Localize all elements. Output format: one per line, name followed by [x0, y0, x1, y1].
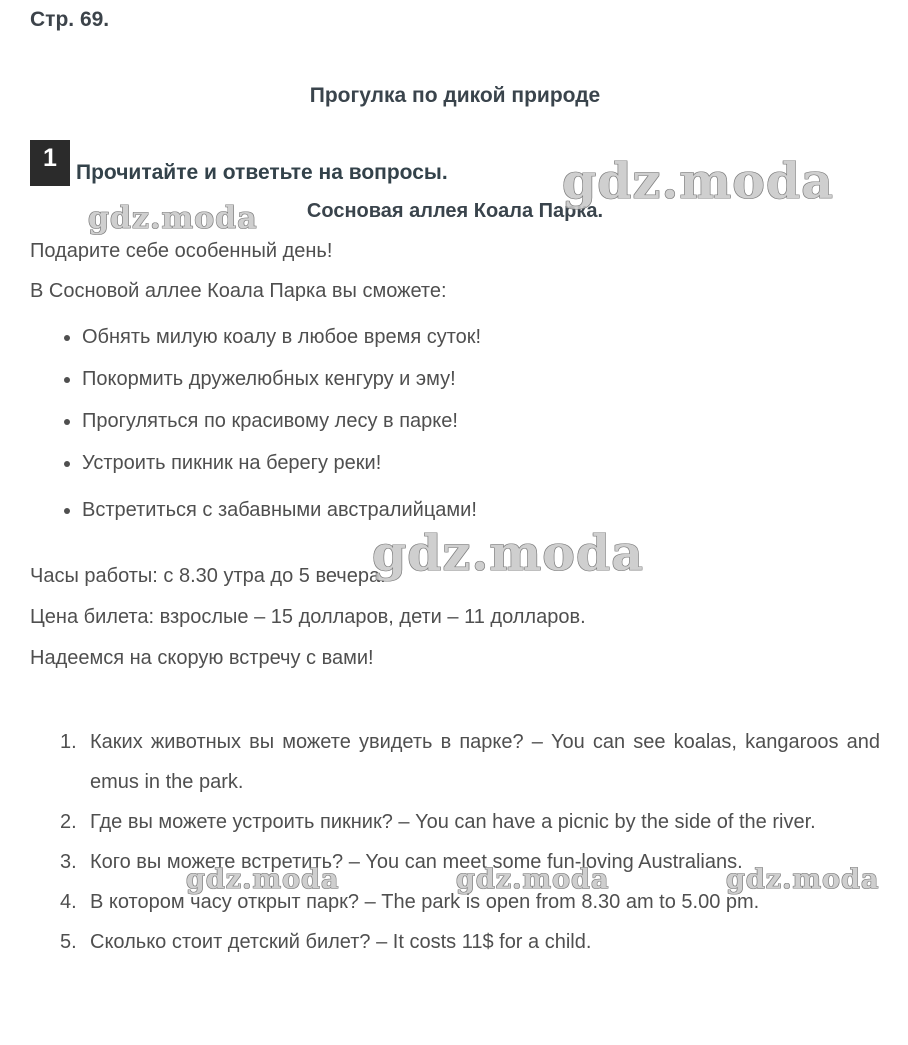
watermark-logo: gdz.moda [726, 864, 880, 895]
watermark-logo: gdz.moda [186, 864, 340, 895]
watermark-logo: gdz.moda [456, 864, 610, 895]
answer-text: В котором часу открыт парк? – The park is open from 8.30 am to 5.00 pm. [90, 891, 760, 913]
answer-text: Сколько стоит детский билет? – It costs 11$ for a child. [90, 931, 592, 953]
passage-info-line: Часы работы: с 8.30 утра до 5 вечера. [30, 565, 386, 587]
answer-number: 5. [60, 931, 77, 953]
watermark-logo: gdz.moda [562, 152, 834, 210]
answer-text: Кого вы можете встретить? – You can meet some fun-loving Australians. [90, 851, 743, 873]
bullet-item: • Покормить дружелюбных кенгуру и эму! [82, 367, 880, 391]
page-title: Прогулка по дикой природе [309, 84, 601, 107]
page-number-label: Стр. 69. [30, 8, 110, 31]
bullet-item: • Устроить пикник на берегу реки! [82, 451, 880, 475]
passage-info-line: Цена билета: взрослые – 15 долларов, дети – 11 долларов. [30, 606, 586, 628]
passage-info-line: Надеемся на скорую встречу с вами! [30, 647, 374, 669]
answer-text: Каких животных вы можете увидеть в парке? – You can see koalas, kangaroos and emus in the park. [90, 731, 880, 793]
exercise-number-badge: 1 [30, 140, 70, 186]
watermark-logo: gdz.moda [372, 524, 644, 582]
exercise-instruction: Прочитайте и ответьте на вопросы. [76, 161, 448, 184]
passage-intro-line: Подарите себе особенный день! [30, 240, 333, 262]
passage-bullet-list [30, 325, 880, 522]
answer-number: 3. [60, 851, 77, 873]
answer-number: 4. [60, 891, 77, 913]
passage-intro-line: В Сосновой аллее Коала Парка вы сможете: [30, 280, 447, 302]
exercise-header [30, 140, 880, 186]
answer-item [60, 842, 880, 882]
answers-list [60, 722, 880, 962]
answer-number: 1. [60, 731, 77, 753]
answer-item [60, 882, 880, 922]
bullet-item: • Обнять милую коалу в любое время суток! [82, 325, 880, 349]
answer-item [60, 922, 880, 962]
answer-text: Где вы можете устроить пикник? – You can have a picnic by the side of the river. [90, 811, 816, 833]
answer-number: 2. [60, 811, 77, 833]
watermark-logo: gdz.moda [88, 201, 258, 236]
answer-item [60, 802, 880, 842]
bullet-item: • Прогуляться по красивому лесу в парке! [82, 409, 880, 433]
passage-heading: Сосновая аллея Коала Парка. [306, 200, 604, 222]
answer-item [60, 722, 880, 802]
passage-info-block [30, 564, 880, 670]
bullet-item: • Встретиться с забавными австралийцами! [82, 498, 880, 522]
